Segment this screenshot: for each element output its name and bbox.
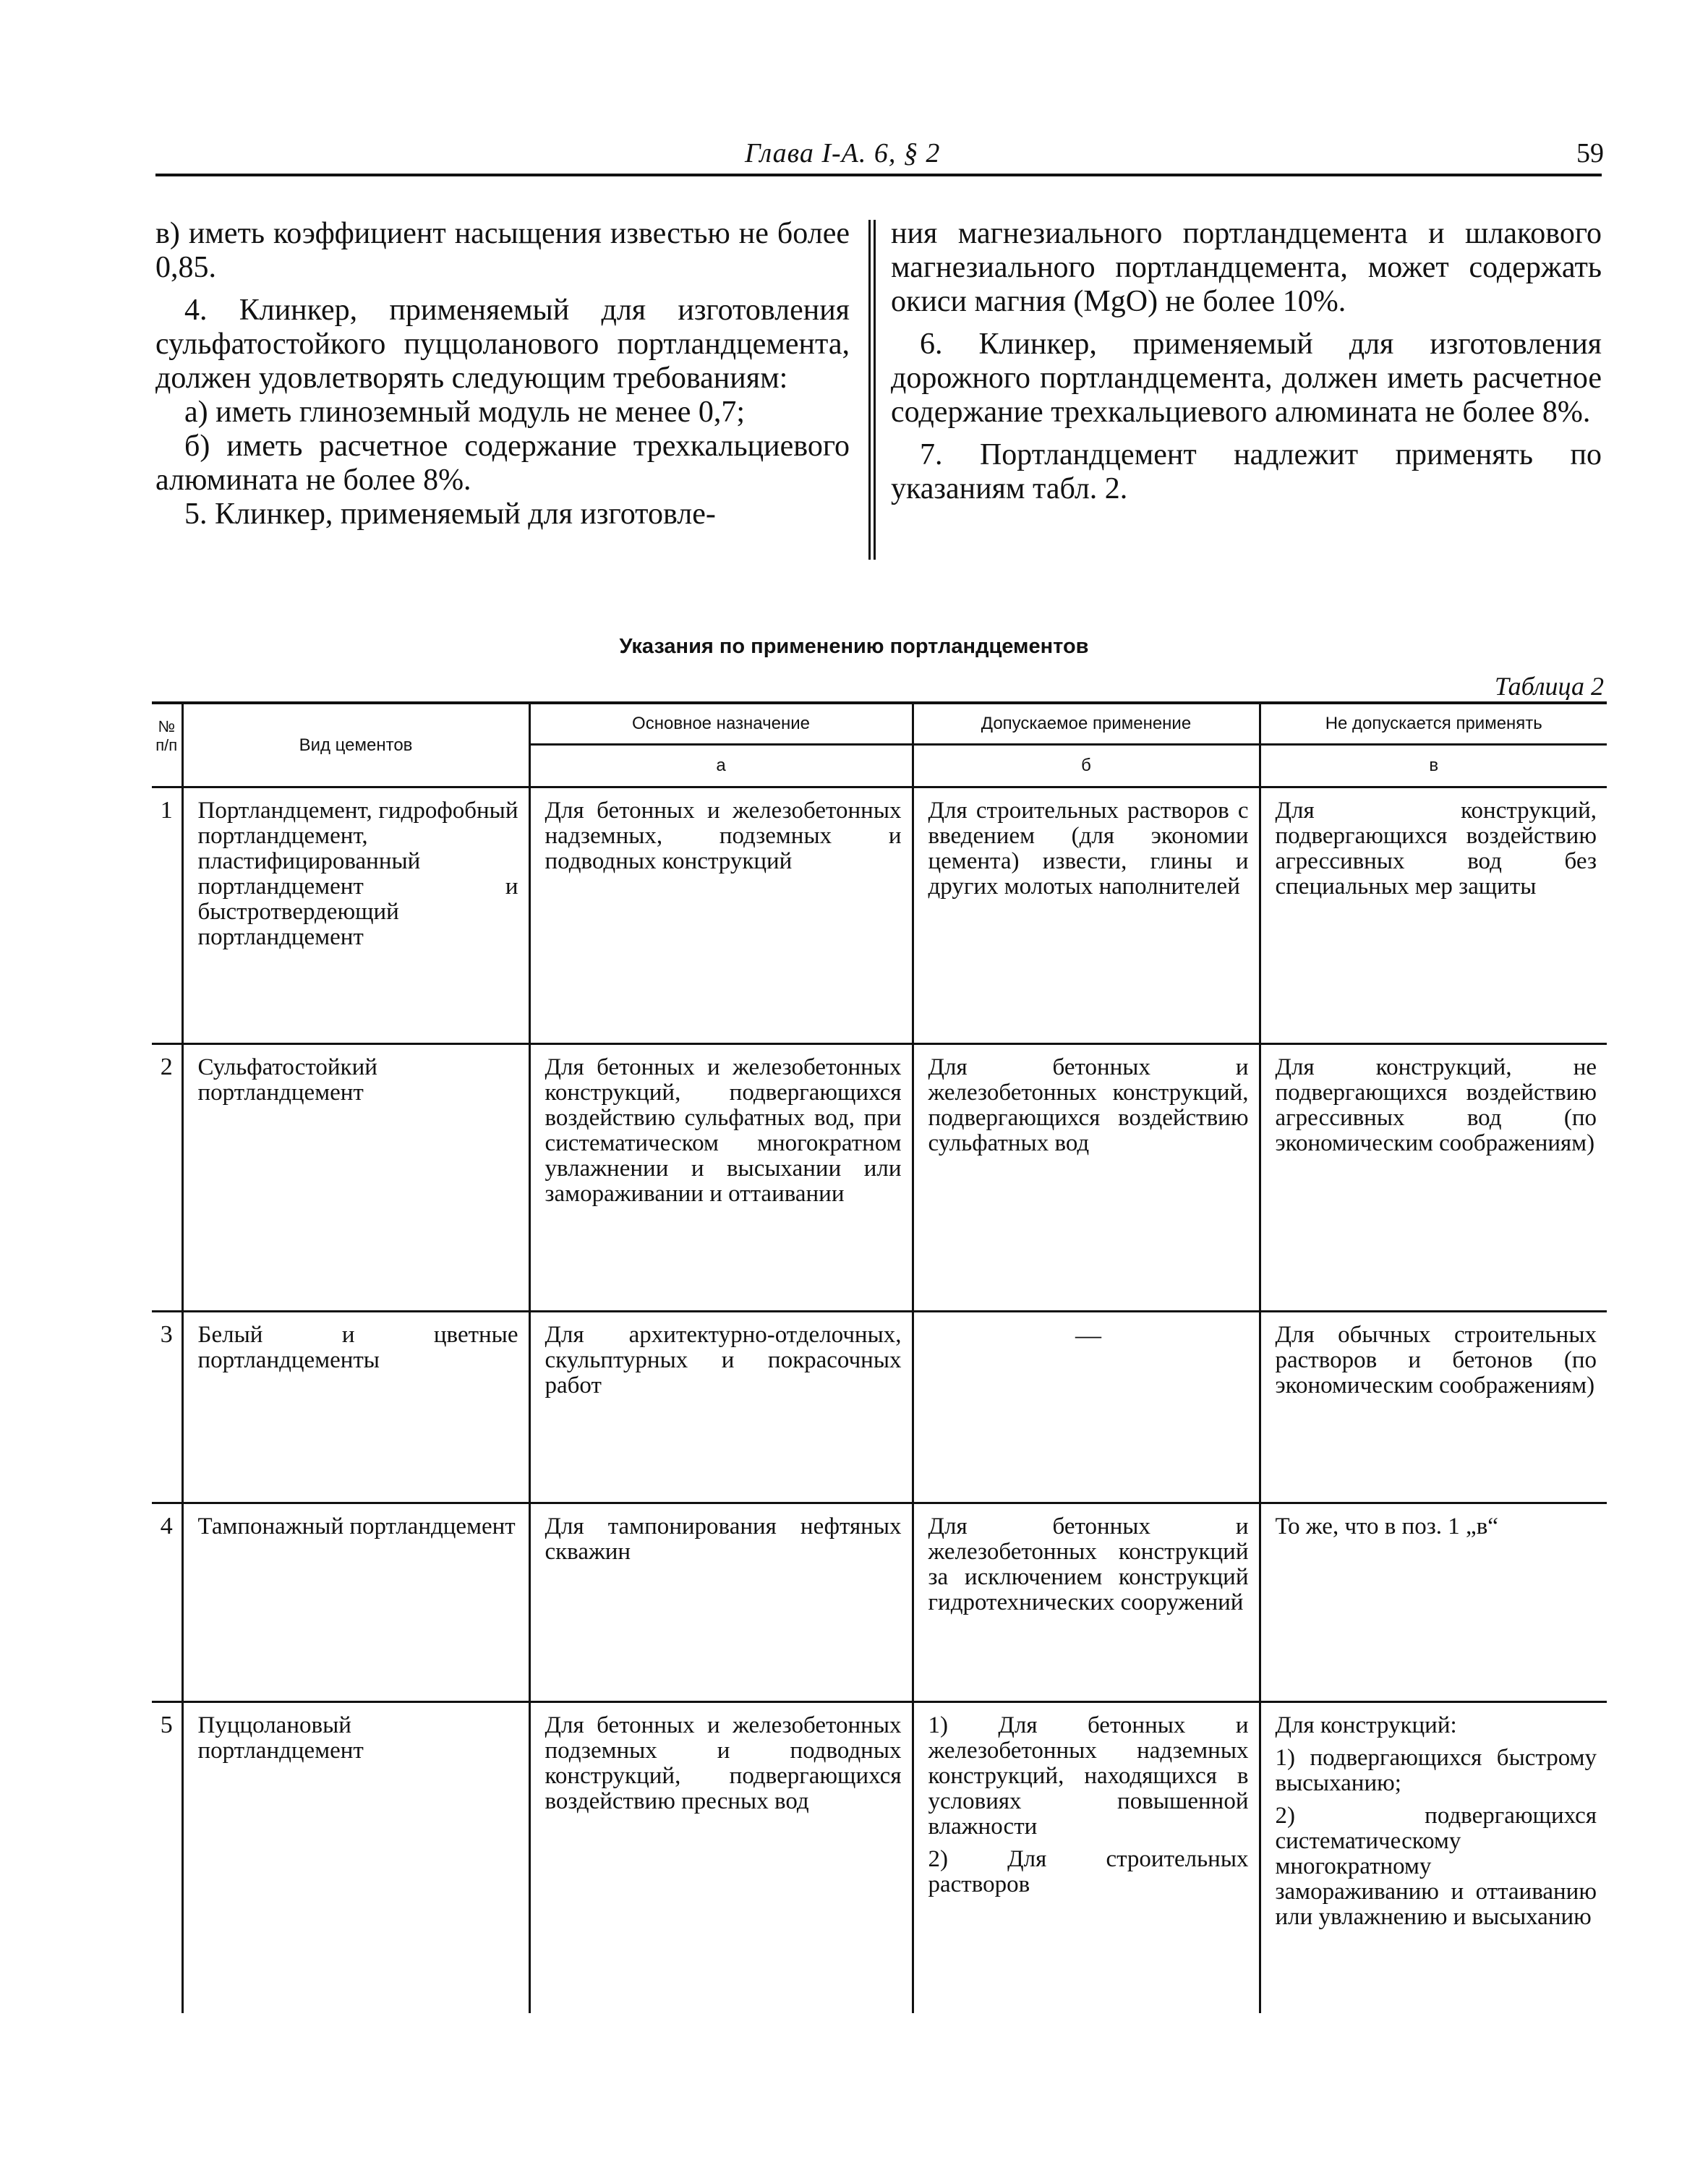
table-label: Таблица 2 bbox=[1494, 672, 1604, 701]
running-title: Глава I-A. 6, § 2 bbox=[745, 138, 941, 168]
text-column-left bbox=[155, 217, 850, 531]
header-num: № п/п bbox=[152, 703, 182, 787]
paragraph: ния магнезиального портландцемента и шлакового магнезиального портландцемента, может содержать окиси магния (MgO) не более 10%. bbox=[891, 217, 1602, 318]
row-number: 2 bbox=[152, 1044, 182, 1312]
paragraph: 7. Портландцемент надлежит применять по указаниям табл. 2. bbox=[891, 438, 1602, 505]
header-type: Вид цементов bbox=[182, 703, 529, 787]
cell-main: Для бетонных и железобетонных подземных и подводных конструкций, подвергающихся воздействию пресных вод bbox=[529, 1702, 913, 2013]
row-number: 4 bbox=[152, 1503, 182, 1702]
row-number: 1 bbox=[152, 787, 182, 1044]
forbidden-intro: Для конструкций: bbox=[1275, 1712, 1457, 1738]
cell-allowed: Для бетонных и железобетонных конструкций за исключением конструкций гидротехнических сооружений bbox=[913, 1503, 1260, 1702]
cement-table bbox=[152, 701, 1607, 2013]
header-main: Основное назначение bbox=[529, 703, 913, 745]
cell-allowed: Для бетонных и железобетонных конструкций, подвергающихся воздействию сульфатных вод bbox=[913, 1044, 1260, 1312]
cell-main: Для бетонных и железобетонных надземных, подземных и подводных конструкций bbox=[529, 787, 913, 1044]
header-forbidden: Не допускается применять bbox=[1260, 703, 1607, 745]
allowed-item-1: 1) Для бетонных и железобетонных надземных конструкций, находящихся в условиях повышенной влажности bbox=[928, 1712, 1249, 1840]
row-number: 3 bbox=[152, 1312, 182, 1503]
cell-type: Пуццолановый портландцемент bbox=[182, 1702, 529, 2013]
forbidden-item-1: 1) подвергающихся быстрому высыханию; bbox=[1275, 1745, 1597, 1796]
cell-forbidden: Для конструкций, подвергающихся воздействию агрессивных вод без специальных мер защиты bbox=[1260, 787, 1607, 1044]
cell-type: Сульфатостойкий портландцемент bbox=[182, 1044, 529, 1312]
page-number: 59 bbox=[1576, 138, 1604, 168]
text-column-right bbox=[891, 217, 1602, 506]
table-row bbox=[152, 1702, 1607, 2013]
paragraph: б) иметь расчетное содержание трехкальциевого алюмината не более 8%. bbox=[155, 430, 850, 497]
forbidden-item-2: 2) подвергающихся систематическому многократному замораживанию и оттаиванию или увлажнению и высыханию bbox=[1275, 1803, 1597, 1930]
paragraph: 5. Клинкер, применяемый для изготовле- bbox=[184, 497, 716, 531]
header-sub-b: б bbox=[913, 745, 1260, 787]
column-divider bbox=[868, 220, 876, 560]
cell-forbidden: Для конструкций, не подвергающихся воздействию агрессивных вод (по экономическим соображениям) bbox=[1260, 1044, 1607, 1312]
paragraph: а) иметь глиноземный модуль не менее 0,7; bbox=[184, 396, 746, 429]
cell-type: Тампонажный портландцемент bbox=[182, 1503, 529, 1702]
cell-forbidden bbox=[1260, 1702, 1607, 2013]
cell-main: Для тампонирования нефтяных скважин bbox=[529, 1503, 913, 1702]
cell-type: Портландцемент, гидрофобный портландцемент, пластифицированный портландцемент и быстротвердеющий портландцемент bbox=[182, 787, 529, 1044]
table-row bbox=[152, 1503, 1607, 1702]
table-row bbox=[152, 1044, 1607, 1312]
header-rule bbox=[155, 174, 1602, 176]
paragraph: 4. Клинкер, применяемый для изготовления сульфатостойкого пуццоланового портландцемента, должен удовлетворять следующим требованиям: bbox=[155, 294, 850, 395]
paragraph: в) иметь коэффициент насыщения известью не более 0,85. bbox=[155, 217, 850, 284]
cell-allowed: Для строительных растворов с введением (для экономии цемента) извести, глины и других молотых наполнителей bbox=[913, 787, 1260, 1044]
header-allowed: Допускаемое применение bbox=[913, 703, 1260, 745]
header-sub-a: а bbox=[529, 745, 913, 787]
allowed-item-2: 2) Для строительных растворов bbox=[928, 1846, 1249, 1897]
cell-main: Для архитектурно-отделочных, скульптурных и покрасочных работ bbox=[529, 1312, 913, 1503]
cell-allowed bbox=[913, 1702, 1260, 2013]
table-title: Указания по применению портландцементов bbox=[619, 635, 1089, 658]
cell-type: Белый и цветные портландцементы bbox=[182, 1312, 529, 1503]
table-row bbox=[152, 1312, 1607, 1503]
paragraph: 6. Клинкер, применяемый для изготовления дорожного портландцемента, должен иметь расчетное содержание трехкальциевого алюмината не более 8%. bbox=[891, 328, 1602, 429]
header-sub-c: в bbox=[1260, 745, 1607, 787]
cell-main: Для бетонных и железобетонных конструкций, подвергающихся воздействию сульфатных вод, при систематическом многократном увлажнении и высыхании или замораживании и оттаивании bbox=[529, 1044, 913, 1312]
cell-allowed: — bbox=[913, 1312, 1260, 1503]
cell-forbidden: То же, что в поз. 1 „в“ bbox=[1260, 1503, 1607, 1702]
row-number: 5 bbox=[152, 1702, 182, 2013]
cell-forbidden: Для обычных строительных растворов и бетонов (по экономическим соображениям) bbox=[1260, 1312, 1607, 1503]
table-row bbox=[152, 787, 1607, 1044]
